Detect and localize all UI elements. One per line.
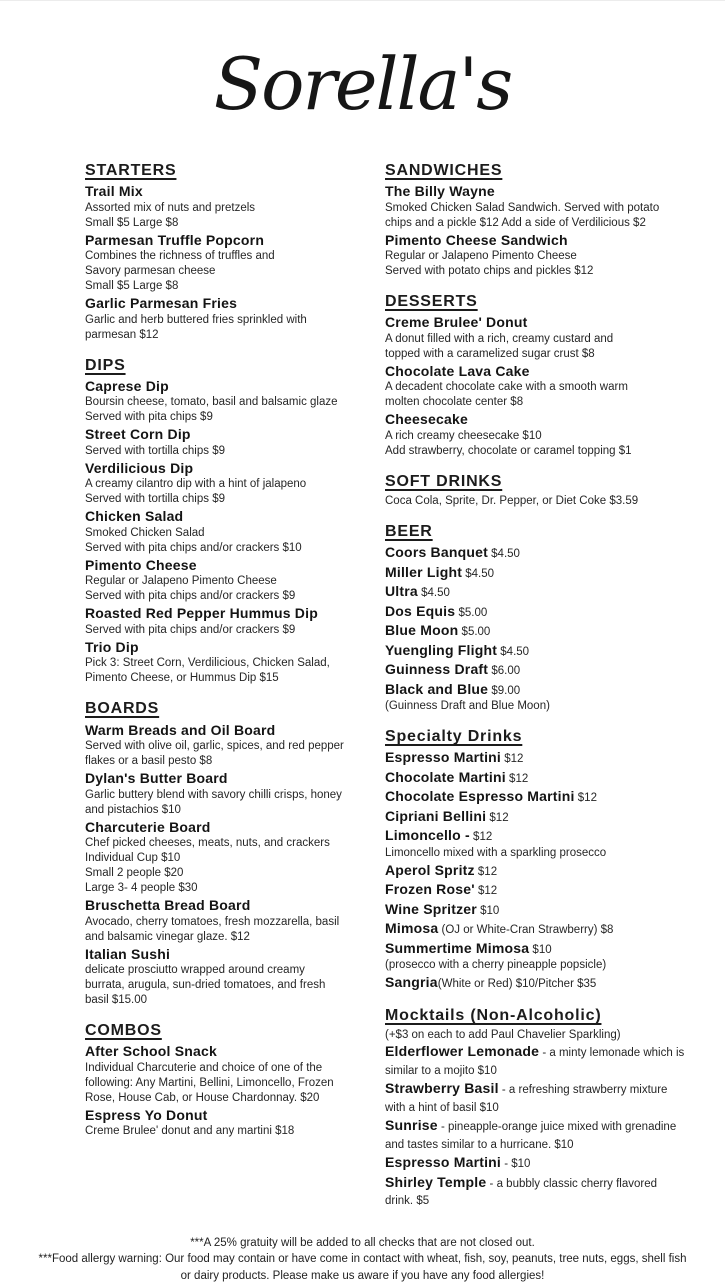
item-detail: $5.00: [455, 606, 488, 619]
item-detail: - pineapple-orange juice mixed with grenadine and tastes similar to a hurricane. $10: [385, 1121, 677, 1151]
menu-item-caprese-dip: [85, 378, 379, 426]
item-description: Combines the richness of truffles and: [85, 250, 275, 263]
item-name: Dylan's Butter Board: [85, 770, 228, 787]
section-note: (+$3 on each to add Paul Chavelier Sparkling): [385, 1029, 621, 1042]
menu-section-boards: [85, 699, 379, 1008]
item-description: A creamy cilantro dip with a hint of jalapeno: [85, 478, 307, 491]
item-name: Strawberry Basil: [385, 1080, 499, 1097]
item-name-line: [85, 639, 379, 657]
menu-section-beer: [385, 522, 685, 714]
item-description: (Guinness Draft and Blue Moon): [385, 700, 550, 713]
item-name-line: [385, 749, 685, 768]
item-description: Regular or Jalapeno Pimento Cheese: [385, 250, 577, 263]
item-name-line: [385, 1080, 685, 1116]
item-detail: $4.50: [487, 548, 520, 561]
item-detail: $12: [474, 865, 498, 878]
item-name: Pimento Cheese Sandwich: [385, 231, 568, 248]
item-name: Chicken Salad: [85, 508, 184, 525]
item-description: following: Any Martini, Bellini, Limoncello, Frozen: [85, 1076, 334, 1089]
item-description: Individual Charcuterie and choice of one of the: [85, 1061, 323, 1074]
item-name-line: [385, 681, 685, 700]
item-description: Served with tortilla chips $9: [85, 444, 225, 457]
item-name-line: [385, 183, 685, 201]
item-name-line: [85, 295, 379, 313]
section-title: STARTERS: [85, 162, 177, 179]
item-description: Served with potato chips and pickles $12: [385, 265, 594, 278]
item-description: topped with a caramelized sugar crust $8: [385, 347, 595, 360]
item-description: Smoked Chicken Salad Sandwich. Served with potato: [385, 201, 660, 214]
item-description: Boursin cheese, tomato, basil and balsamic glaze: [85, 396, 338, 409]
item-name: Miller Light: [385, 563, 463, 580]
item-name: Garlic Parmesan Fries: [85, 295, 238, 312]
item-name-line: [385, 901, 685, 920]
item-name-line: [385, 862, 685, 881]
item-name: Trio Dip: [85, 638, 139, 655]
menu-column-left: [85, 161, 385, 1152]
item-name-line: [85, 183, 379, 201]
item-name: Summertime Mimosa: [385, 939, 530, 956]
item-name: Sunrise: [385, 1117, 438, 1134]
item-name-line: [385, 769, 685, 788]
item-name: Blue Moon: [385, 622, 459, 639]
item-detail: $4.50: [462, 567, 495, 580]
menu-item-cheesecake: [385, 411, 685, 459]
item-description: Add strawberry, chocolate or caramel topping $1: [385, 444, 632, 457]
item-name-line: [85, 605, 379, 623]
item-detail: $5.00: [458, 626, 491, 639]
menu-item-miller-light: [385, 564, 685, 583]
item-name-line: [85, 232, 379, 250]
item-name: Wine Spritzer: [385, 900, 477, 917]
item-name: Parmesan Truffle Popcorn: [85, 231, 265, 248]
section-note: Coca Cola, Sprite, Dr. Pepper, or Diet Coke $3.59: [385, 495, 639, 508]
menu-item-pimento-cheese: [85, 557, 379, 605]
item-name: After School Snack: [85, 1043, 217, 1060]
item-description: Limoncello mixed with a sparkling prosecco: [385, 846, 607, 859]
item-description: Served with pita chips $9: [85, 411, 213, 424]
item-name: Black and Blue: [385, 680, 489, 697]
item-detail: - a refreshing strawberry mixture with a hint of basil $10: [385, 1084, 668, 1114]
item-description: Assorted mix of nuts and pretzels: [85, 201, 256, 214]
item-name-line: [85, 460, 379, 478]
item-name: Italian Sushi: [85, 945, 171, 962]
menu-section-dips: [85, 356, 379, 687]
restaurant-logo: Sorella's: [213, 42, 512, 126]
item-description: basil $15.00: [85, 994, 148, 1007]
item-description: A rich creamy cheesecake $10: [385, 429, 542, 442]
item-description: A decadent chocolate cake with a smooth warm: [385, 381, 628, 394]
menu-item-the-billy-wayne: [385, 183, 685, 231]
item-detail: $12: [474, 885, 498, 898]
item-name-line: [385, 974, 685, 993]
menu-item-chicken-salad: [85, 508, 379, 556]
item-description: molten chocolate center $8: [385, 396, 524, 409]
allergy-warning: ***Food allergy warning: Our food may contain or have come in contact with wheat, fish, soy, peanuts, tree nuts, eggs, shell fish or dairy products. Please make us aware if you have any food allergies!: [38, 1253, 687, 1282]
section-title: SOFT DRINKS: [385, 472, 503, 490]
menu-item-creme-brulee-donut: [385, 314, 685, 362]
menu-item-coors-banquet: [385, 544, 685, 563]
section-title: Specialty Drinks: [385, 728, 523, 746]
item-description: Served with pita chips and/or crackers $10: [85, 541, 302, 554]
item-name-line: [85, 722, 379, 740]
menu-item-bruschetta-bread-board: [85, 897, 379, 945]
item-description: Served with olive oil, garlic, spices, and red pepper: [85, 740, 344, 753]
item-name: Aperol Spritz: [385, 861, 475, 878]
item-name: Chocolate Espresso Martini: [385, 788, 575, 805]
item-name: Warm Breads and Oil Board: [85, 721, 276, 738]
item-detail: $10: [529, 943, 552, 956]
item-name-line: [385, 808, 685, 827]
item-detail: $12: [574, 792, 597, 805]
item-detail: - a bubbly classic cherry flavored drink. $5: [385, 1177, 658, 1208]
menu-item-black-and-blue: [385, 681, 685, 715]
item-name-line: [385, 603, 685, 622]
menu-item-garlic-parmesan-fries: [85, 295, 379, 343]
item-name: Caprese Dip: [85, 377, 169, 394]
item-detail: $12: [505, 772, 529, 785]
item-name-line: [385, 920, 685, 939]
item-name-line: [385, 564, 685, 583]
menu-item-limoncello: [385, 827, 685, 861]
item-description: Served with tortilla chips $9: [85, 493, 225, 506]
item-name-line: [85, 946, 379, 964]
menu-item-wine-spritzer: [385, 901, 685, 920]
menu-item-verdilicious-dip: [85, 460, 379, 508]
item-name-line: [85, 819, 379, 837]
menu-item-street-corn-dip: [85, 426, 379, 459]
item-name: The Billy Wayne: [385, 183, 495, 200]
item-detail: $10: [476, 904, 500, 917]
item-description: and pistachios $10: [85, 803, 181, 816]
item-description: burrata, arugula, sun-dried tomatoes, and fresh: [85, 979, 326, 992]
menu-item-yuengling-flight: [385, 642, 685, 661]
item-name: Coors Banquet: [385, 544, 488, 561]
section-title: BOARDS: [85, 700, 160, 718]
menu-item-espress-yo-donut: [85, 1107, 379, 1140]
item-description: A donut filled with a rich, creamy custard and: [385, 332, 614, 345]
menu-item-cipriani-bellini: [385, 808, 685, 827]
menu-item-summertime-mimosa: [385, 940, 685, 974]
item-detail: $6.00: [488, 665, 521, 678]
menu-item-frozen-rose: [385, 881, 685, 900]
item-name-line: [385, 661, 685, 680]
item-name-line: [85, 378, 379, 396]
menu-item-mimosa: [385, 920, 685, 939]
item-name: Street Corn Dip: [85, 426, 191, 443]
menu-columns: [0, 155, 725, 1223]
item-description: Pimento Cheese, or Hummus Dip $15: [85, 672, 279, 685]
item-description: (prosecco with a cherry pineapple popsicle): [385, 959, 607, 972]
item-detail: $12: [469, 831, 493, 844]
item-name-line: [385, 788, 685, 807]
menu-section-sandwiches: [385, 161, 685, 279]
item-description: Served with pita chips and/or crackers $9: [85, 590, 296, 603]
item-name-line: [385, 881, 685, 900]
item-name: Trail Mix: [85, 183, 143, 200]
item-description: Served with pita chips and/or crackers $9: [85, 623, 296, 636]
item-name-line: [85, 508, 379, 526]
section-title: Mocktails (Non-Alcoholic): [385, 1006, 602, 1024]
item-name-line: [85, 1107, 379, 1125]
item-name-line: [385, 827, 685, 846]
item-name: Guinness Draft: [385, 661, 489, 678]
item-description: Small 2 people $20: [85, 867, 184, 880]
item-name-line: [385, 363, 685, 381]
menu-section-specialty-drinks: [385, 727, 685, 993]
item-name: Espress Yo Donut: [85, 1106, 208, 1123]
item-description: Garlic buttery blend with savory chilli crisps, honey: [85, 788, 342, 801]
item-name: Ultra: [385, 583, 418, 600]
item-name: Roasted Red Pepper Hummus Dip: [85, 605, 318, 622]
item-description: Garlic and herb buttered fries sprinkled with: [85, 313, 307, 326]
menu-item-warm-breads-and-oil-board: [85, 722, 379, 770]
item-description: Chef picked cheeses, meats, nuts, and crackers: [85, 837, 330, 850]
item-name: Yuengling Flight: [385, 641, 498, 658]
item-detail: (OJ or White-Cran Strawberry) $8: [438, 924, 614, 937]
item-name-line: [385, 544, 685, 563]
item-description: Small $5 Large $8: [85, 280, 179, 293]
item-description: Creme Brulee' donut and any martini $18: [85, 1125, 295, 1138]
menu-item-chocolate-lava-cake: [385, 363, 685, 411]
item-name: Dos Equis: [385, 602, 456, 619]
item-name-line: [85, 557, 379, 575]
menu-item-espresso-martini: [385, 749, 685, 768]
item-description: parmesan $12: [85, 328, 159, 341]
item-detail: $12: [501, 753, 524, 766]
section-title: DIPS: [85, 356, 126, 374]
item-name-line: [385, 1117, 685, 1153]
item-detail: $12: [486, 811, 509, 824]
section-title: SANDWICHES: [385, 162, 503, 179]
item-name: Creme Brulee' Donut: [385, 314, 528, 331]
menu-item-sunrise: [385, 1117, 685, 1153]
item-name: Chocolate Lava Cake: [385, 362, 530, 379]
item-description: Individual Cup $10: [85, 852, 181, 865]
item-description: Large 3- 4 people $30: [85, 882, 198, 895]
menu-item-after-school-snack: [85, 1043, 379, 1106]
menu-item-elderflower-lemonade: [385, 1043, 685, 1079]
menu-item-shirley-temple: [385, 1174, 685, 1210]
item-detail: - $10: [501, 1158, 531, 1171]
item-detail: $4.50: [497, 645, 530, 658]
item-name: Charcuterie Board: [85, 818, 211, 835]
menu-item-aperol-spritz: [385, 862, 685, 881]
menu-section-starters: [85, 161, 379, 343]
menu-item-pimento-cheese-sandwich: [385, 232, 685, 280]
item-name: Verdilicious Dip: [85, 459, 194, 476]
item-description: Avocado, cherry tomatoes, fresh mozzarella, basil: [85, 915, 340, 928]
item-name: Mimosa: [385, 920, 439, 937]
item-name-line: [385, 314, 685, 332]
item-name-line: [385, 583, 685, 602]
menu-item-dylan-s-butter-board: [85, 770, 379, 818]
menu-item-strawberry-basil: [385, 1080, 685, 1116]
menu-section-combos: [85, 1021, 379, 1139]
item-name: Cipriani Bellini: [385, 807, 487, 824]
menu-item-parmesan-truffle-popcorn: [85, 232, 379, 295]
item-name-line: [85, 426, 379, 444]
menu-item-roasted-red-pepper-hummus-dip: [85, 605, 379, 638]
item-name-line: [385, 1154, 685, 1173]
item-name: Elderflower Lemonade: [385, 1043, 540, 1060]
item-description: Regular or Jalapeno Pimento Cheese: [85, 575, 277, 588]
item-detail: (White or Red) $10/Pitcher $35: [437, 978, 597, 991]
item-name-line: [385, 622, 685, 641]
menu-item-guinness-draft: [385, 661, 685, 680]
item-name: Espresso Martini: [385, 1154, 502, 1171]
item-name: Espresso Martini: [385, 749, 502, 766]
menu-item-trail-mix: [85, 183, 379, 231]
item-name-line: [385, 940, 685, 959]
menu-column-right: [385, 161, 685, 1223]
menu-section-desserts: [385, 292, 685, 459]
menu-section-mocktails-non-alcoholic: [385, 1006, 685, 1210]
menu-item-dos-equis: [385, 603, 685, 622]
item-description: Rose, House Cab, or House Chardonnay. $20: [85, 1091, 320, 1104]
item-detail: $4.50: [417, 587, 450, 600]
item-description: Pick 3: Street Corn, Verdilicious, Chicken Salad,: [85, 657, 330, 670]
item-description: flakes or a basil pesto $8: [85, 755, 213, 768]
item-description: chips and a pickle $12 Add a side of Verdilicious $2: [385, 216, 646, 229]
item-name-line: [385, 232, 685, 250]
item-name-line: [85, 897, 379, 915]
menu-item-sangria: [385, 974, 685, 993]
item-name: Limoncello -: [385, 827, 470, 844]
menu-footer: [0, 1235, 725, 1284]
item-description: Smoked Chicken Salad: [85, 526, 205, 539]
menu-item-chocolate-martini: [385, 769, 685, 788]
item-name-line: [385, 411, 685, 429]
menu-item-espresso-martini: [385, 1154, 685, 1173]
item-description: and balsamic vinegar glaze. $12: [85, 930, 250, 943]
item-name-line: [85, 1043, 379, 1061]
item-name-line: [385, 642, 685, 661]
section-title: BEER: [385, 523, 433, 541]
menu-item-italian-sushi: [85, 946, 379, 1009]
item-name: Frozen Rose': [385, 881, 475, 898]
item-name-line: [85, 770, 379, 788]
item-description: Small $5 Large $8: [85, 216, 179, 229]
item-name: Sangria: [385, 974, 438, 991]
item-detail: $9.00: [488, 684, 521, 697]
menu-item-chocolate-espresso-martini: [385, 788, 685, 807]
section-title: DESSERTS: [385, 293, 478, 311]
menu-item-ultra: [385, 583, 685, 602]
item-detail: - a minty lemonade which is similar to a mojito $10: [385, 1047, 685, 1077]
item-name-line: [385, 1043, 685, 1079]
item-description: Savory parmesan cheese: [85, 265, 216, 278]
menu-item-charcuterie-board: [85, 819, 379, 897]
section-title: COMBOS: [85, 1022, 162, 1040]
item-description: delicate prosciutto wrapped around creamy: [85, 964, 305, 977]
item-name: Pimento Cheese: [85, 556, 197, 573]
item-name: Cheesecake: [385, 411, 468, 428]
menu-item-blue-moon: [385, 622, 685, 641]
item-name-line: [385, 1174, 685, 1210]
item-name: Bruschetta Bread Board: [85, 897, 251, 914]
gratuity-note: ***A 25% gratuity will be added to all checks that are not closed out.: [190, 1236, 535, 1249]
item-name: Chocolate Martini: [385, 768, 506, 785]
menu-item-trio-dip: [85, 639, 379, 687]
item-name: Shirley Temple: [385, 1173, 487, 1190]
menu-section-soft-drinks: [385, 472, 685, 509]
